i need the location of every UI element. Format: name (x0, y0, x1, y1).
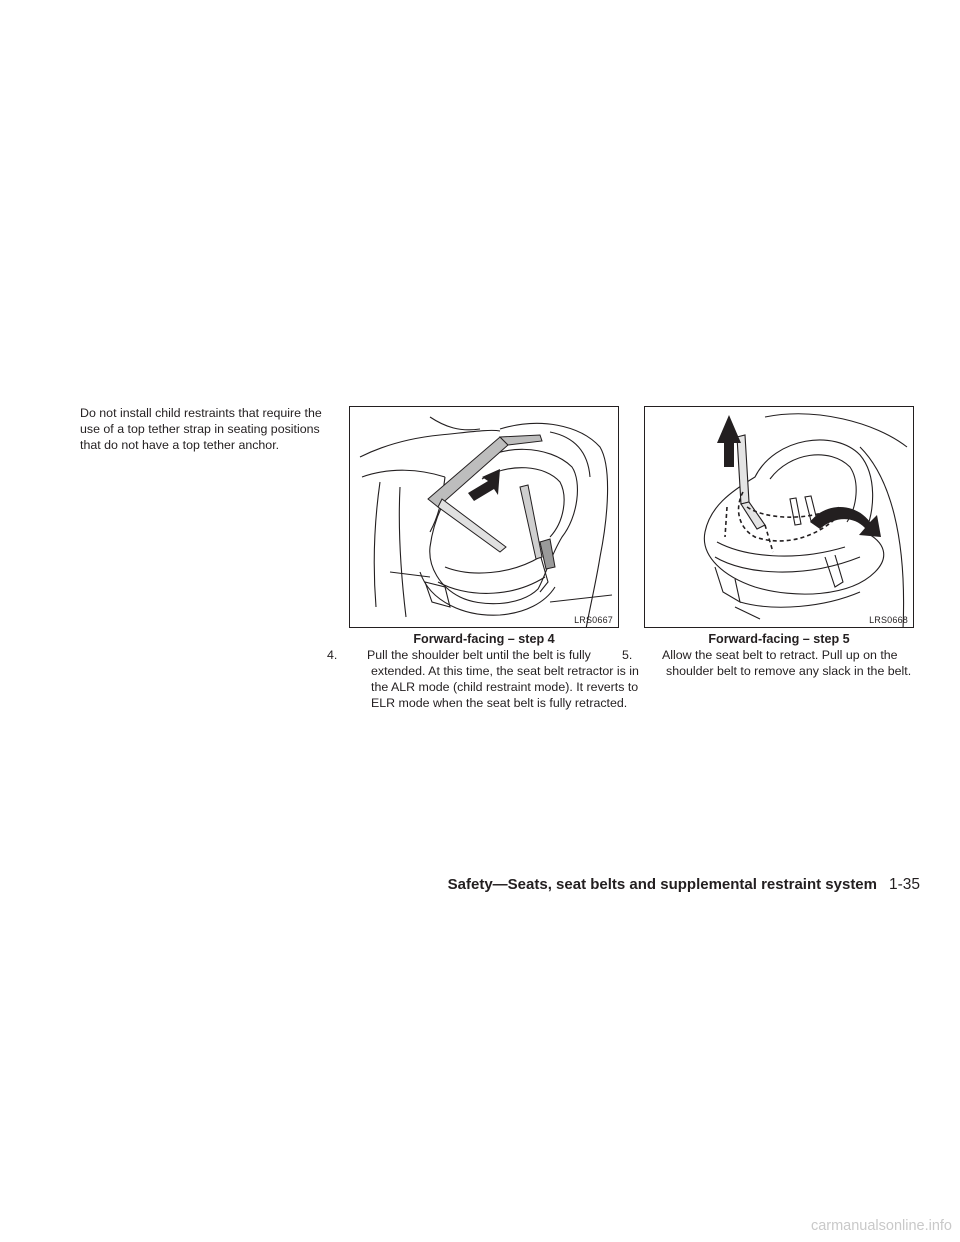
step-4-instruction (327, 647, 641, 711)
section-title: Safety—Seats, seat belts and supplemental restraint system (447, 876, 877, 893)
step-text: Pull the shoulder belt until the belt is fully extended. At this time, the seat belt retractor is in the ALR mode (child restraint mode). It reverts to ELR mode when the seat belt is fully retracted. (367, 648, 639, 710)
figure-caption: Forward-facing – step 4 (413, 632, 555, 646)
step-number: 5. (622, 648, 633, 662)
figure-step-4 (349, 406, 619, 628)
page-footer (0, 876, 960, 900)
page-number: 1-35 (888, 876, 920, 893)
illustration-step-4 (350, 407, 619, 628)
intro-paragraph: Do not install child restraints that require the use of a top tether strap in seating positions that do not have a top tether anchor. (80, 406, 322, 452)
figure-caption: Forward-facing – step 5 (708, 632, 850, 646)
figure-step-5 (644, 406, 914, 628)
figure-code: LRS0667 (574, 615, 613, 625)
illustration-step-5 (645, 407, 914, 628)
step-5-instruction (622, 647, 936, 679)
watermark: carmanualsonline.info (810, 1218, 952, 1234)
step-text: Allow the seat belt to retract. Pull up on the shoulder belt to remove any slack in the belt. (662, 648, 912, 678)
step-number: 4. (327, 648, 338, 662)
figure-code: LRS0668 (869, 615, 908, 625)
